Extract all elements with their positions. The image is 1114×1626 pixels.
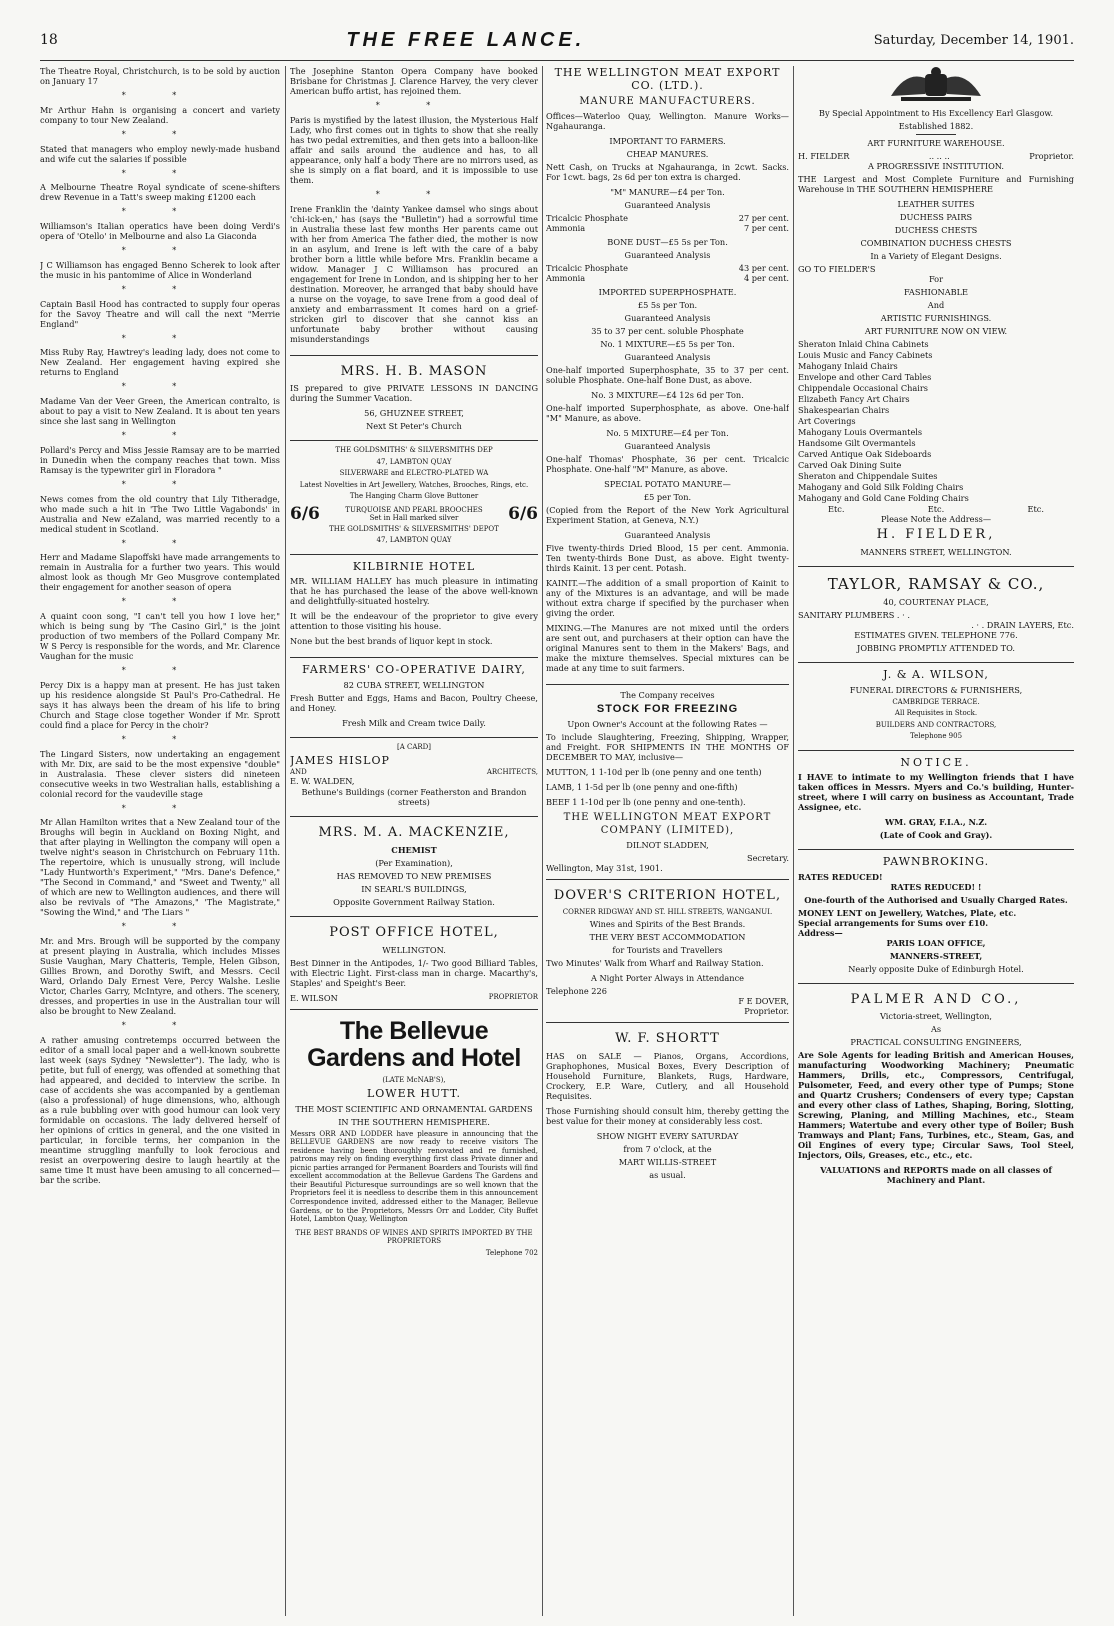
divider: * *: [121, 91, 199, 100]
analysis-label: Tricalcic Phosphate: [546, 263, 628, 273]
ad-line: A PROGRESSIVE INSTITUTION.: [867, 161, 1005, 171]
ad-dots: .. .. ..: [928, 151, 950, 161]
ad-line: Set in Hall marked silver: [369, 514, 459, 523]
news-item: Miss Ruby Ray, Hawtrey's leading lady, does not come to New Zealand. Her engagement having expired she returns to England: [40, 347, 280, 378]
rate-line: BEEF 1 1-10d per lb (one penny and one-tenth).: [546, 797, 746, 808]
ad-address: Bethune's Buildings (corner Featherston and Brandon streets): [301, 787, 527, 808]
news-item: Herr and Madame Slapoffski have made arrangements to remain in Australia for a further two years. This would almost look as though Mr Geo Musgrove contemplated their engagement for another season of opera: [40, 552, 280, 593]
ad-telephone: Telephone 226: [546, 986, 607, 997]
ad-line: IN SEARL'S BUILDINGS,: [361, 883, 467, 894]
ad-telephone: Telephone 905: [909, 732, 963, 741]
news-item: The Theatre Royal, Christchurch, is to be sold by auction on January 17: [40, 66, 280, 86]
list-item: Louis Music and Fancy Cabinets: [798, 350, 933, 360]
ad-meat-export: [546, 66, 789, 684]
ad-line: Address—: [798, 927, 843, 938]
list-item: Elizabeth Fancy Art Chairs: [798, 394, 910, 404]
ad-title: STOCK FOR FREEZING: [596, 703, 739, 715]
news-item: Percy Dix is a happy man at present. He has just taken up his residence alongside St Paul's Pro-Cathedral. He says it has always been the dream of his life to bring Church and Stage close together Wonder if Mr. Sprott could find a place for Percy in the choir?: [40, 679, 280, 730]
ad-street: 47, LAMBTON QUAY: [376, 536, 452, 545]
ad-line: IMPORTANT TO FARMERS.: [609, 136, 726, 146]
divider: * *: [121, 246, 199, 255]
divider: * *: [121, 538, 199, 548]
news-item: The Lingard Sisters, now undertaking an engagement with Mr. Dix, are said to be the most expensive "double" in Australasia. These clever sisters did nineteen consecutive weeks in two Westralian halls, establishing a colonial record for the vaudeville stage: [40, 748, 280, 799]
ad-body: MR. WILLIAM HALLEY has much pleasure in intimating that he has purchased the lease of the above well-known and delightfully-situated hostelry.: [290, 576, 538, 607]
ad-line: . · . DRAIN LAYERS, Etc.: [971, 620, 1074, 631]
ad-line: One-fourth of the Authorised and Usually Charged Rates.: [804, 894, 1068, 905]
ad-and: AND: [290, 767, 307, 776]
column-theatre-notes: [40, 66, 280, 1616]
divider: * *: [121, 479, 199, 489]
ad-body: One-half Thomas' Phosphate, 36 per cent. Tricalcic Phosphate. One-half "M" Manure, as above.: [546, 454, 789, 474]
ad-appointment: By Special Appointment to His Excellency Earl Glasgow.: [818, 108, 1054, 118]
company-name: THE WELLINGTON MEAT EXPORT COMPANY (LIMITED),: [563, 812, 772, 836]
ad-line: IMPORTED SUPERPHOSPHATE.: [598, 287, 737, 297]
ad-line: THE MOST SCIENTIFIC AND ORNAMENTAL GARDENS: [295, 1103, 533, 1114]
ad-body: MIXING.—The Manures are not mixed until the orders are sent out, and purchasers at their option can have the original Manures sent to them in the Makers' Bags, and make the mixture themselves. Special mixtures can be made at any time to suit farmers.: [546, 623, 789, 673]
ad-footer: THE GOLDSMITHS' & SILVERSMITHS' DEPOT: [329, 524, 499, 533]
ad-line: SANITARY PLUMBERS . · .: [798, 610, 910, 621]
list-item: Carved Oak Dining Suite: [798, 460, 902, 470]
list-item: Mahogany and Gold Silk Folding Chairs: [798, 482, 964, 492]
news-block: [290, 66, 538, 355]
ad-role: CHEMIST: [391, 844, 437, 855]
ad-line: ART FURNITURE WAREHOUSE.: [867, 138, 1005, 148]
ad-palmer: [798, 983, 1074, 1195]
architect-name: E. W. WALDEN,: [290, 776, 355, 787]
ad-line: BONE DUST—£5 5s per Ton.: [607, 237, 728, 247]
ad-title: TAYLOR, RAMSAY & CO.,: [827, 574, 1045, 593]
ad-body: KAINIT.—The addition of a small proportion of Kainit to any of the Mixtures is an advantage, and will be made without extra charge if specified by the purchaser when giving the order.: [546, 578, 789, 618]
analysis-value: 27 per cent.: [738, 213, 789, 223]
ad-line: The Hanging Charm Glove Buttoner: [349, 492, 479, 501]
ad-title: NOTICE.: [900, 755, 972, 769]
ad-line: LEATHER SUITES: [897, 199, 975, 209]
ad-bellevue: [290, 1009, 538, 1263]
ad-line: A Night Porter Always in Attendance: [590, 973, 744, 984]
ad-dovers: [546, 879, 789, 1022]
divider: * *: [121, 382, 199, 392]
analysis-value: 43 per cent.: [738, 263, 789, 273]
ad-name: H. FIELDER,: [876, 527, 996, 542]
ad-title: POST OFFICE HOTEL,: [329, 924, 499, 940]
etc-label: Etc.: [1027, 504, 1044, 514]
ad-line: ARTISTIC FURNISHINGS.: [880, 313, 992, 323]
ad-footer: THE BEST BRANDS OF WINES AND SPIRITS IMPORTED BY THE PROPRIETORS: [295, 1228, 533, 1246]
ad-address: CORNER RIDGWAY AND ST. HILL STREETS, WANGANUI.: [562, 907, 773, 916]
page-header: [40, 20, 1074, 61]
ad-shortt: [546, 1022, 789, 1189]
ad-body: Two Minutes' Walk from Wharf and Railway Station.: [546, 958, 764, 969]
ad-line: MONEY LENT on Jewellery, Watches, Plate, etc.: [798, 907, 1017, 918]
list-item: Sheraton and Chippendale Suites: [798, 471, 938, 481]
ad-body: Nett Cash, on Trucks at Ngahauranga, in 2cwt. Sacks. For 1cwt. bags, 2s 6d per ton extra is charged.: [546, 162, 789, 182]
ad-line: No. 1 MIXTURE—£5 5s per Ton.: [600, 339, 735, 349]
ad-line: ART FURNITURE NOW ON VIEW.: [864, 326, 1008, 336]
ad-post-office-hotel: [290, 916, 538, 1009]
ad-freezing: [546, 684, 789, 879]
divider: * *: [121, 207, 199, 217]
ad-place: WELLINGTON.: [382, 944, 446, 955]
ad-line: DUCHESS CHESTS: [894, 225, 978, 235]
ad-line: (Per Examination),: [375, 857, 453, 868]
ad-dairy: [290, 657, 538, 736]
ad-address: 82 CUBA STREET, WELLINGTON: [343, 679, 485, 690]
list-item: Mahogany and Gold Cane Folding Chairs: [798, 493, 969, 503]
column-two: [290, 66, 538, 1616]
ad-line: Nearly opposite Duke of Edinburgh Hotel.: [848, 963, 1024, 974]
ad-line: Guaranteed Analysis: [624, 250, 711, 260]
analysis-label: Ammonia: [546, 223, 586, 233]
etc-label: Etc.: [927, 504, 945, 514]
list-item: Envelope and other Card Tables: [798, 372, 932, 382]
ad-title: KILBIRNIE HOTEL: [352, 559, 476, 573]
issue-date: Saturday, December 14, 1901.: [873, 32, 1074, 48]
ad-body: Fresh Butter and Eggs, Hams and Bacon, Poultry Cheese, and Honey.: [290, 692, 538, 713]
secretary-name: DILNOT SLADDEN,: [626, 839, 709, 850]
analysis-label: Ammonia: [546, 273, 586, 283]
ad-line: JOBBING PROMPTLY ATTENDED TO.: [857, 643, 1015, 654]
list-item: Sheraton Inlaid China Cabinets: [798, 339, 929, 349]
ad-note: Please Note the Address—: [880, 514, 992, 524]
ad-established: Established 1882.: [898, 121, 974, 131]
ad-body: I HAVE to intimate to my Wellington friends that I have taken offices in Messrs. Myers and Co.'s building, Hunter-street, where I will carry on business as Accountant, Trade Assignee, etc.: [798, 772, 1074, 813]
notice-date: Wellington, May 31st, 1901.: [546, 862, 663, 873]
ad-address: Victoria-street, Wellington,: [879, 1011, 993, 1022]
ad-line: Special arrangements for Sums over £10.: [798, 917, 989, 928]
news-item: A quaint coon song, "I can't tell you how I love her," which is being sung by 'The Casino Girl," is the joint production of two members of the Pollard Company Mr. W S Percy is responsible for the words, and Mr. Clarence Vaughan for the music: [40, 611, 280, 661]
divider: * *: [121, 597, 199, 607]
ad-role: FUNERAL DIRECTORS & FURNISHERS,: [849, 684, 1023, 695]
divider: * *: [121, 734, 199, 744]
etc-label: Etc.: [828, 504, 845, 514]
analysis-value: 7 per cent.: [743, 223, 789, 233]
ad-line: RATES REDUCED!: [798, 871, 883, 882]
news-item: Mr Arthur Hahn is organising a concert and variety company to tour New Zealand.: [40, 104, 280, 125]
ad-role: PROPRIETOR: [488, 992, 538, 1001]
column-rule: [542, 66, 543, 1616]
ad-body: (Copied from the Report of the New York Agricultural Experiment Station, at Geneva, N.Y.): [546, 505, 789, 525]
news-item: A rather amusing contretemps occurred between the editor of a small local paper and a well-known soubrette last week (says Sydney "Newsletter"). The lady, who is petite, but full of energy, was offended at something that had appeared, and decided to interview the scribe. In case of accidents she was accompanied by a gentleman (also a professional) of huge dimensions, who, although as a rule bubbling over with good humour can look very formidable on occasions. The lady delivered herself of her opinions of critics in general, and the one visited in particular, in forcible terms, her companion in the meantime struggling manfully to look ferocious and resist an overpowering desire to laugh heartily at the same time It must have been amusing to all concerned—bar the scribe.: [40, 1034, 280, 1185]
ad-title: DOVER'S CRITERION HOTEL,: [553, 887, 782, 903]
news-item: News comes from the old country that Lily Titheradge, who made such a hit in 'The Two Little Vagabonds' in Australia and New eZaland, was married recently to a medical student in Scotland.: [40, 493, 280, 534]
column-four: [798, 66, 1074, 1616]
ad-body: One-half imported Superphosphate, as above. One-half "M" Manure, as above.: [546, 403, 789, 423]
ad-telephone: Telephone 702: [485, 1248, 538, 1257]
ad-line: SILVERWARE and ELECTRO-PLATED WA: [339, 469, 489, 478]
ad-body: Offices—Waterloo Quay, Wellington. Manure Works—Ngahauranga.: [546, 111, 789, 131]
ad-line: MART WILLIS-STREET: [618, 1157, 717, 1168]
ad-body: THE Largest and Most Complete Furniture and Furnishing Warehouse in THE SOUTHERN HEMISPHERE: [798, 174, 1074, 194]
ad-taylor-ramsay: [798, 566, 1074, 662]
ad-line: Guaranteed Analysis: [624, 313, 711, 323]
divider: * *: [121, 129, 199, 139]
ad-line: GO TO FIELDER'S: [798, 264, 876, 274]
ad-line: SPECIAL POTATO MANURE—: [604, 479, 731, 489]
news-item: Mr. and Mrs. Brough will be supported by the company at present playing in Australia, which includes Misses Susie Vaughan, Mary Chatteris, Temple, Helen Gibson, Gillies Brown, and Dorothy Swift, and Messrs. Cecil Ward, Orlando Daly Ernest Vere, Percy Walshe. Leslie Victor, Charles Garry, McIntyre, and others. The scenery, dresses, and properties in use in the Australian tour will also be brought to New Zealand.: [40, 936, 280, 1016]
news-item: J C Williamson has engaged Benno Scherek to look after the music in his pantomime of Alice in Wonderland: [40, 259, 280, 280]
news-item: The Josephine Stanton Opera Company have booked Brisbane for Christmas J. Clarence Harvey, the very clever American buffo artist, has rejoined them.: [290, 66, 538, 96]
divider: * *: [121, 1021, 199, 1030]
ad-line: as usual.: [649, 1170, 686, 1181]
secretary-role: Secretary.: [746, 852, 789, 863]
rate-line: MUTTON, 1 1-10d per lb (one penny and one tenth): [546, 767, 762, 778]
divider: * *: [121, 333, 199, 343]
analysis-label: Tricalcic Phosphate: [546, 213, 628, 223]
ad-goldsmiths: [290, 440, 538, 553]
list-item: Chippendale Occasional Chairs: [798, 383, 928, 393]
ad-line: PARIS LOAN OFFICE,: [886, 937, 986, 948]
ad-body: It will be the endeavour of the proprietor to give every attention to those visiting his house.: [290, 611, 538, 632]
ad-title: THE WELLINGTON MEAT EXPORT CO. (LTD.).: [554, 66, 781, 93]
column-three: [546, 66, 789, 1616]
ad-body: Upon Owner's Account at the following Rates —: [567, 719, 768, 730]
ad-line: Guaranteed Analysis: [624, 200, 711, 210]
ad-line: Guaranteed Analysis: [624, 441, 711, 451]
news-item: Paris is mystified by the latest illusion, the Mysterious Half Lady, who first comes out in tights to show that she really has two pedal extremities, and then gets into a balloon-like affair and sails around the audience and has, to all appearance, only half a body There are no mirrors used, as she is simply on a flat board, and it is impossible to use them.: [290, 114, 538, 185]
ad-body: None but the best brands of liquor kept in stock.: [290, 636, 493, 647]
ad-line: HAS REMOVED TO NEW PREMISES: [336, 870, 492, 881]
ad-body: One-half imported Superphosphate, 35 to 37 per cent. soluble Phosphate. One-half Bone Dust, as above.: [546, 365, 789, 385]
ad-line: SHOW NIGHT EVERY SATURDAY: [596, 1131, 739, 1142]
news-item: Mr Allan Hamilton writes that a New Zealand tour of the Broughs will begin in Auckland on Boxing Night, and that after playing in Wellington the company will open a twelve night's season in Christchurch on February 11th. The repertoire, which is unusually strong, will include "Lady Huntworth's Experiment," "Mrs. Dane's Defence," "The Second in Command," and "Sweet and Twenty," all of which are new to Wellington audiences, and there will also be revivals of "The Amazons," 'The Magistrate," "Sowing the Wind," and 'The Liars ": [40, 817, 280, 918]
column-rule: [285, 66, 286, 1616]
ad-role: ARCHITECTS,: [486, 767, 538, 776]
divider: * *: [121, 666, 199, 675]
ad-line: Guaranteed Analysis: [624, 530, 711, 540]
ad-body: Are Sole Agents for leading British and American Houses, manufacturing Woodworking Machinery; Pneumatic Hammers, Drills, etc., Compressors, Centrifugal, Pulsometer, Feed, and every other type of Pumps; Stone and Quartz Crushers; Condensers of every type; Capstan and every other class of Lathes, Shaping, Boring, Slotting, Screwing, Planing, and Milling Machines, etc., Steam Hammers; Watertube and every other type of Boiler; Bush Tramways and Plant; Fans, Turbines, etc., Steam, Gas, and Oil Engines of every type; Circular Saws, Tool Steel, Injectors, Oils, Greases, etc., etc., etc.: [798, 1050, 1074, 1161]
ad-kilbirnie: [290, 554, 538, 657]
ad-line: THE VERY BEST ACCOMMODATION: [589, 932, 746, 943]
divider: * *: [121, 168, 199, 178]
ad-place: LOWER HUTT.: [366, 1087, 462, 1101]
ad-line: As: [930, 1024, 942, 1035]
ad-address: 56, GHUZNEE STREET,: [364, 408, 464, 419]
price-right: 6/6: [508, 504, 538, 525]
list-item: Carved Antique Oak Sideboards: [798, 449, 932, 459]
ad-role: Proprietor.: [744, 1006, 789, 1017]
list-item: Shakespearian Chairs: [798, 405, 890, 415]
divider: * *: [121, 803, 199, 813]
list-item: Art Coverings: [798, 416, 856, 426]
architect-name: JAMES HISLOP: [290, 754, 390, 768]
ad-line: MANNERS-STREET,: [889, 950, 983, 961]
ad-title: W. F. SHORTT: [615, 1031, 720, 1047]
ad-body: Best Dinner in the Antipodes, 1/- Two good Billiard Tables, with Electric Light. First-class man in charge. Macarthy's, Staples' and Speight's Beer.: [290, 957, 538, 988]
ad-body: Fresh Milk and Cream twice Daily.: [342, 717, 486, 728]
ad-line: VALUATIONS and REPORTS made on all classes of Machinery and Plant.: [820, 1165, 1052, 1186]
ad-sub: (LATE McNAB'S),: [382, 1075, 446, 1084]
list-item: Mahogany Louis Overmantels: [798, 427, 923, 437]
ad-line: Latest Novelties in Art Jewellery, Watches, Brooches, Rings, etc.: [299, 480, 529, 489]
ad-title: The Bellevue Gardens and Hotel: [307, 1016, 521, 1073]
ad-owner: H. FIELDER: [798, 151, 850, 161]
ad-line: £5 5s per Ton.: [637, 300, 698, 310]
ad-body: Five twenty-thirds Dried Blood, 15 per cent. Ammonia. Ten twenty-thirds Bone Dust, as above. Eight twenty-thirds Kainit. 13 per cent. Potash.: [546, 543, 789, 573]
ad-line: ESTIMATES GIVEN. TELEPHONE 776.: [854, 630, 1018, 641]
ad-line: £5 per Ton.: [643, 492, 692, 502]
divider: * *: [121, 284, 199, 294]
ad-title: FARMERS' CO-OPERATIVE DAIRY,: [302, 663, 526, 677]
ad-fielder: [798, 66, 1074, 566]
list-item: Mahogany Inlaid Chairs: [798, 361, 898, 371]
divider: * *: [375, 189, 453, 199]
ad-body: Messrs ORR AND LODDER have pleasure in announcing that the BELLEVUE GARDENS are now ready to receive visitors The residence having been thoroughly renovated and re furnished, patrons may rely on finding everything first class Private dinner and picnic parties arranged for Permanent Boarders and Tourists will find excellent accommodation at the Bellevue Gardens The Gardens and their Beautiful Picturesque surroundings are so well known that the Proprietors feel it is needless to describe them in this announcement Correspondence invited, addressed either to the Manager, Bellevue Gardens, or to the Proprietors, Messrs Orr and Lodder, City Buffet Hotel, Lambton Quay, Wellington: [290, 1129, 538, 1224]
ad-line: PRACTICAL CONSULTING ENGINEERS,: [850, 1037, 1022, 1048]
news-item: Stated that managers who employ newly-made husband and wife cut the salaries if possible: [40, 143, 280, 164]
divider: * *: [121, 431, 199, 440]
news-item: A Melbourne Theatre Royal syndicate of scene-shifters drew Revenue in a Tatt's sweep making £1200 each: [40, 182, 280, 203]
divider: [916, 134, 956, 135]
rate-line: LAMB, 1 1-5d per lb (one penny and one-fifth): [546, 782, 738, 793]
ad-wilson: [798, 662, 1074, 750]
ad-body: IS prepared to give PRIVATE LESSONS IN DANCING during the Summer Vacation.: [290, 383, 538, 404]
news-item: Captain Basil Hood has contracted to supply four operas for the Savoy Theatre and will call the next "Merrie England": [40, 298, 280, 329]
ad-mackenzie: [290, 816, 538, 916]
ad-line: No. 3 MIXTURE—£4 12s 6d per Ton.: [591, 390, 744, 400]
price-left: 6/6: [290, 504, 320, 525]
ad-address: CAMBRIDGE TERRACE.: [892, 697, 980, 706]
ad-title: J. & A. WILSON,: [883, 668, 989, 682]
masthead: THE FREE LANCE.: [346, 28, 586, 51]
ad-line: RATES REDUCED! !: [890, 881, 982, 892]
ad-body: To include Slaughtering, Freezing, Shipping, Wrapper, and Freight. FOR SHIPMENTS IN THE MONTHS OF DECEMBER TO MAY, inclusive—: [546, 732, 789, 763]
ad-line: from 7 o'clock, at the: [623, 1144, 712, 1155]
ad-line: (Late of Cook and Gray).: [879, 830, 993, 841]
ad-line: Opposite Government Railway Station.: [333, 896, 495, 907]
divider: * *: [375, 101, 453, 110]
ad-line: BUILDERS AND CONTRACTORS,: [875, 720, 997, 729]
ad-line: 35 to 37 per cent. soluble Phosphate: [591, 326, 744, 336]
ad-line: TURQUOISE AND PEARL BROOCHES: [345, 505, 483, 514]
news-item: Pollard's Percy and Miss Jessie Ramsay are to be married in Dunedin when the company reaches that town. Miss Ramsay is the typewriter girl in Floradora ": [40, 444, 280, 475]
divider: * *: [121, 922, 199, 932]
ad-body: Those Furnishing should consult him, thereby getting the best value for their money at considerably less cost.: [546, 1106, 789, 1127]
ad-intro: The Company receives: [620, 690, 715, 700]
ad-line: For: [928, 274, 944, 284]
ad-name: WM. GRAY, F.I.A., N.Z.: [884, 817, 988, 828]
ad-sub: MANURE MANUFACTURERS.: [579, 95, 756, 107]
ad-address: 40, COURTENAY PLACE,: [883, 597, 989, 608]
ad-label: [A CARD]: [396, 742, 432, 751]
ad-line: for Tourists and Travellers: [612, 945, 723, 956]
page-number: 18: [40, 32, 58, 48]
ad-line: Wines and Spirits of the Best Brands.: [589, 919, 746, 930]
ad-title: PAWNBROKING.: [882, 855, 990, 869]
ad-card: [290, 737, 538, 816]
ad-role: Proprietor.: [1029, 151, 1074, 161]
ad-line: IN THE SOUTHERN HEMISPHERE.: [338, 1116, 490, 1127]
news-item: Madame Van der Veer Green, the American contralto, is about to pay a visit to New Zealand. It is about ten years since she last sang in Wellington: [40, 396, 280, 426]
ad-line: Guaranteed Analysis: [624, 352, 711, 362]
news-item: Irene Franklin the 'dainty Yankee damsel who sings about 'chi-ick-en,' has (says the "Bulletin") had a sorrowful time in Australia these last few months Her parents came out with her from America The father died, the mother is now in an asylum, and Irene is left with the care of a baby brother born a little while before Mrs. Franklin became a widow. Manager J C Williamson has procured an engagement for Irene in London, and is shipping her to her destination. Moreover, he arranged that baby should have a nurse on the voyage, to save Irene from a good deal of anxiety and embarrassment It comes hard on a grief-stricken girl to discover that she cannot kiss an unfortunate baby brother without causing misunderstandings: [290, 203, 538, 344]
ad-body: HAS on SALE — Pianos, Organs, Accordions, Graphophones, Musical Boxes, Every Description of Household Furniture, Blankets, Rugs, Hardware, Crockery, E.P. Ware, Cutlery, and all Household Requisites.: [546, 1051, 789, 1102]
ad-street: 47, LAMBTON QUAY: [376, 457, 452, 466]
ad-title: MRS. M. A. MACKENZIE,: [318, 825, 510, 841]
ad-line: In a Variety of Elegant Designs.: [870, 251, 1002, 261]
ad-note: Next St Peter's Church: [366, 421, 462, 432]
ad-pawnbroking: [798, 849, 1074, 982]
ad-line: COMBINATION DUCHESS CHESTS: [860, 238, 1012, 248]
ad-line: CHEAP MANURES.: [626, 149, 709, 159]
column-rule: [793, 66, 794, 1616]
list-item: Handsome Gilt Overmantels: [798, 438, 916, 448]
royal-crest-icon: [881, 66, 991, 102]
ad-owner: F E DOVER,: [738, 996, 789, 1007]
news-item: Williamson's Italian operatics have been doing Verdi's opera of 'Otello' in Melbourne and also La Giaconda: [40, 221, 280, 241]
ad-line: DUCHESS PAIRS: [899, 212, 973, 222]
ad-line: "M" MANURE—£4 per Ton.: [610, 187, 725, 197]
analysis-value: 4 per cent.: [743, 273, 789, 283]
ad-address: MANNERS STREET, WELLINGTON.: [860, 546, 1012, 557]
ad-owner: E. WILSON: [290, 992, 338, 1003]
ad-notice: [798, 750, 1074, 849]
ad-mason: [290, 355, 538, 441]
ad-title: MRS. H. B. MASON: [340, 363, 488, 379]
ad-line: No. 5 MIXTURE—£4 per Ton.: [606, 428, 729, 438]
ad-line: And: [927, 300, 945, 310]
ad-line: All Requisites in Stock.: [894, 709, 978, 718]
ad-title: PALMER AND CO.,: [850, 991, 1022, 1007]
ad-line: FASHIONABLE: [903, 287, 969, 297]
ad-title: THE GOLDSMITHS' & SILVERSMITHS DEP: [335, 446, 493, 455]
